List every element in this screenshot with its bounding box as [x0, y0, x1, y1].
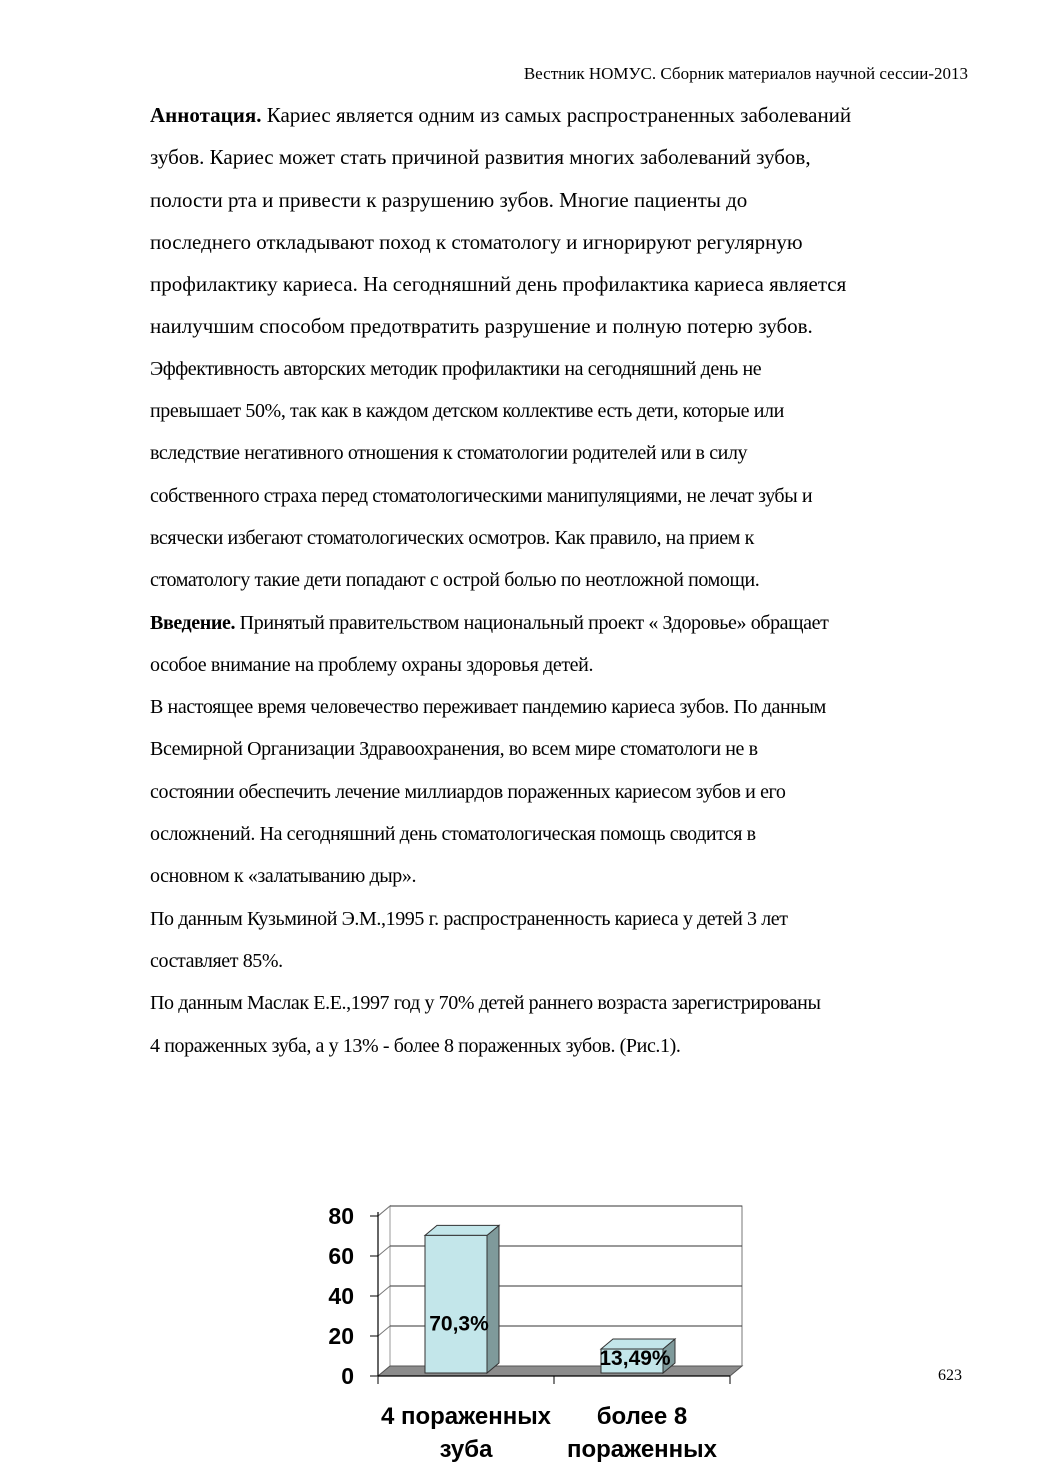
chart-gridline-side: [378, 1326, 390, 1336]
annotation-line-9: вследствие негативного отношения к стоматологии родителей или в силу: [150, 442, 748, 465]
intro-line-2: особое внимание на проблему охраны здоровья детей.: [150, 653, 594, 676]
y-tick-label: 20: [328, 1323, 354, 1349]
x-category-label: более 8: [596, 1403, 688, 1430]
x-category-label: 4 пораженных: [380, 1403, 552, 1430]
intro-line-1: Введение. Принятый правительством национальный проект « Здоровье» обращает: [150, 611, 829, 634]
annotation-line-6: наилучшим способом предотвратить разрушение и полную потерю зубов.: [150, 314, 813, 339]
bar-data-label: 70,3%: [429, 1312, 489, 1336]
introduction-heading: Введение.: [150, 611, 236, 634]
chart-gridline-side: [378, 1206, 390, 1216]
annotation-line-11: всячески избегают стоматологических осмотров. Как правило, на прием к: [150, 526, 754, 549]
intro-line-11: 4 пораженных зуба, а у 13% - более 8 пораженных зубов. (Рис.1).: [150, 1034, 681, 1057]
journal-header: Вестник НОМУС. Сборник материалов научной сессии-2013: [523, 64, 968, 83]
annotation-line-2: зубов. Кариес может стать причиной развития многих заболеваний зубов,: [150, 145, 811, 170]
intro-line-4: Всемирной Организации Здравоохранения, во всем мире стоматологи не в: [150, 738, 758, 761]
annotation-line-3: полости рта и привести к разрушению зубов. Многие пациенты до: [150, 187, 748, 212]
annotation-line-10: собственного страха перед стоматологическими манипуляциями, не лечат зубы и: [150, 484, 813, 507]
bar-top: [425, 1225, 499, 1235]
annotation-line-1: Аннотация. Кариес является одним из самых распространенных заболеваний: [150, 103, 852, 127]
intro-line-10: По данным Маслак Е.Е.,1997 год у 70% детей раннего возраста зарегистрированы: [150, 992, 821, 1015]
annotation-heading: Аннотация.: [150, 103, 262, 127]
intro-line-7: основном к «залатыванию дыр».: [150, 865, 417, 888]
y-tick-label: 40: [328, 1283, 354, 1309]
page-number: 623: [938, 1367, 962, 1384]
intro-line-5: состоянии обеспечить лечение миллиардов пораженных кариесом зубов и его: [150, 780, 786, 803]
annotation-line-12: стоматологу такие дети попадают с острой болью по неотложной помощи.: [150, 569, 760, 592]
figure-1-bar-chart: [300, 1190, 780, 1473]
y-tick-label: 0: [341, 1363, 354, 1389]
article-body: [150, 94, 980, 1067]
chart-gridline-side: [378, 1246, 390, 1256]
chart-gridline-side: [378, 1286, 390, 1296]
annotation-line-4: последнего откладывают поход к стоматологу и игнорируют регулярную: [150, 229, 803, 254]
intro-line-3: В настоящее время человечество переживает пандемию кариеса зубов. По данным: [150, 696, 826, 719]
intro-line-8: По данным Кузьминой Э.М.,1995 г. распространенность кариеса у детей 3 лет: [150, 907, 788, 930]
annotation-line-7: Эффективность авторских методик профилактики на сегодняшний день не: [150, 357, 762, 380]
y-tick-label: 60: [328, 1243, 354, 1269]
x-category-label: пораженных: [566, 1436, 718, 1463]
x-category-label: зуба: [439, 1436, 493, 1463]
intro-line-9: составляет 85%.: [150, 949, 283, 972]
bar-side: [487, 1225, 499, 1373]
intro-line-6: осложнений. На сегодняшний день стоматологическая помощь сводится в: [150, 823, 756, 846]
annotation-line-5: профилактику кариеса. На сегодняшний день профилактика кариеса является: [150, 272, 847, 297]
bar-data-label: 13,49%: [599, 1347, 671, 1371]
y-tick-label: 80: [328, 1203, 354, 1229]
bar: [425, 1235, 487, 1373]
annotation-line-8: превышает 50%, так как в каждом детском коллективе есть дети, которые или: [150, 400, 784, 423]
